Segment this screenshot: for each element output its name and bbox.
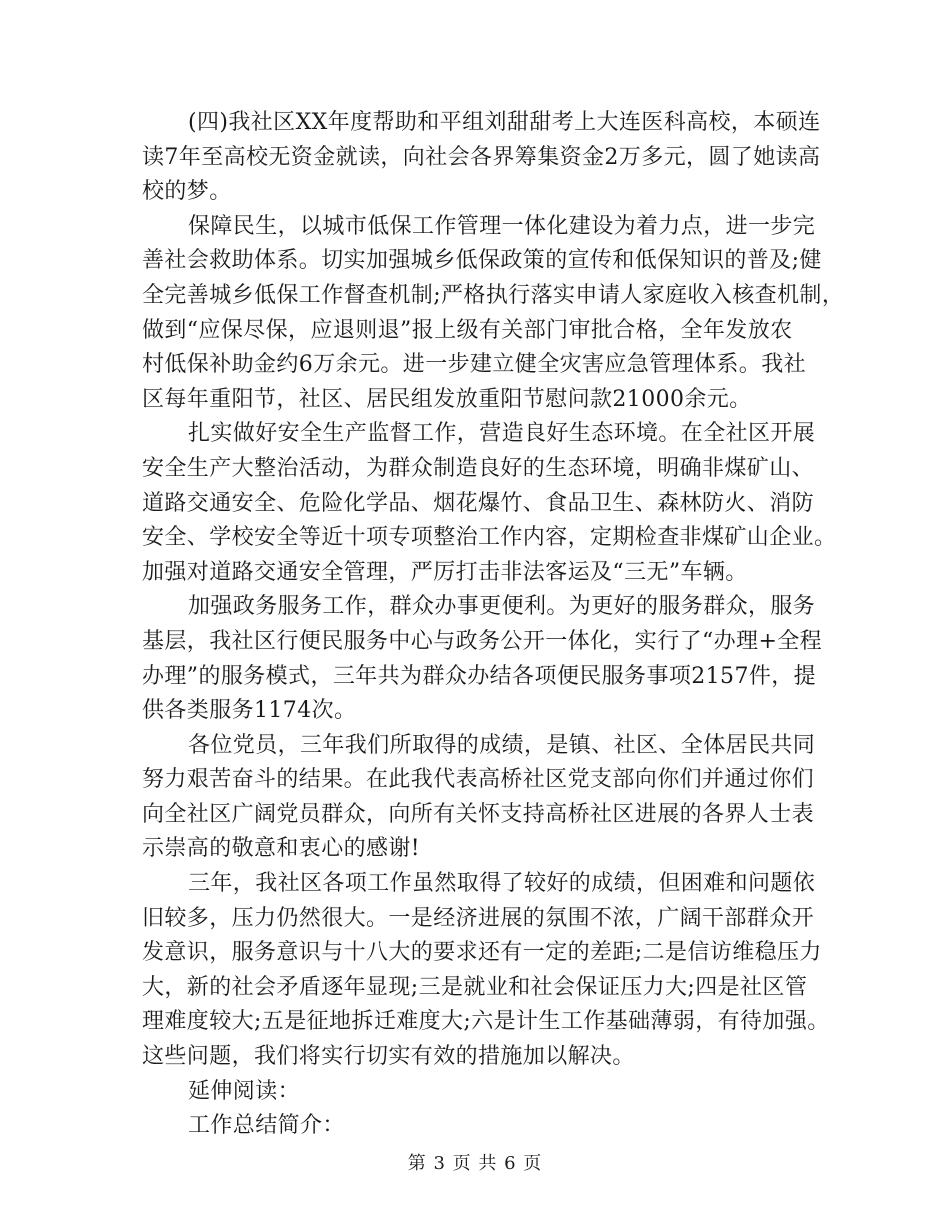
text-line: 善社会救助体系。切实加强城乡低保政策的宣传和低保知识的普及;健 (142, 248, 822, 274)
paragraph-social-security (142, 210, 845, 418)
paragraph-thanks (142, 729, 822, 867)
text-line: 各位党员，三年我们所取得的成绩，是镇、社区、全体居民共同 (188, 732, 816, 758)
text-line: 这些问题，我们将实行切实有效的措施加以解决。 (142, 1044, 635, 1070)
text-line: 办理”的服务模式，三年共为群众办结各项便民服务事项2157件，提 (142, 663, 817, 689)
text-line: 扎实做好安全生产监督工作，营造良好生态环境。在全社区开展 (188, 421, 816, 447)
page-number-footer: 第 3 页 共 6 页 (407, 1153, 543, 1174)
paragraph-production-safety (142, 417, 837, 590)
text-line: 旧较多，压力仍然很大。一是经济进展的氛围不浓，广阔干部群众开 (142, 905, 815, 931)
text-line: 供各类服务1174次。 (142, 698, 357, 724)
text-line: 向全社区广阔党员群众，向所有关怀支持高桥社区进展的各界人士表 (142, 801, 815, 827)
text-line: 三年，我社区各项工作虽然取得了较好的成绩，但困难和问题依 (188, 871, 816, 897)
text-line: 保障民生，以城市低保工作管理一体化建设为着力点，进一步完 (188, 213, 816, 239)
paragraph-problems (142, 867, 830, 1075)
text-line: 理难度较大;五是征地拆迁难度大;六是计生工作基础薄弱，有待加强。 (142, 1009, 830, 1035)
text-line: 村低保补助金约6万余元。进一步建立健全灾害应急管理体系。我社 (142, 352, 806, 378)
paragraph-community-aid (142, 106, 822, 210)
text-line: 全完善城乡低保工作督查机制;严格执行落实申请人家庭收入核查机制， (142, 282, 845, 308)
text-line: 加强对道路交通安全管理，严厉打击非法客运及“三无”车辆。 (142, 559, 748, 585)
text-line: 努力艰苦奋斗的结果。在此我代表高桥社区党支部向你们并通过你们 (142, 767, 815, 793)
text-line: 大，新的社会矛盾逐年显现;三是就业和社会保证压力大;四是社区管 (142, 974, 808, 1000)
paragraph-extended-reading (142, 1075, 822, 1110)
text-line: 校的梦。 (142, 179, 232, 205)
document-body (142, 106, 845, 1144)
text-line: 加强政务服务工作，群众办事更便利。为更好的服务群众，服务 (188, 594, 816, 620)
text-line: (四)我社区XX年度帮助和平组刘甜甜考上大连医科高校，本硕连 (188, 110, 821, 135)
text-line: 安全生产大整治活动，为群众制造良好的生态环境，明确非煤矿山、 (142, 455, 815, 481)
text-line: 道路交通安全、危险化学品、烟花爆竹、食品卫生、森林防火、消防 (142, 490, 815, 516)
text-line: 做到“应保尽保，应退则退”报上级有关部门审批合格，全年发放农 (142, 317, 793, 343)
text-line: 读7年至高校无资金就读，向社会各界筹集资金2万多元，圆了她读高 (142, 144, 821, 170)
text-line: 安全、学校安全等近十项专项整治工作内容，定期检查非煤矿山企业。 (142, 525, 837, 551)
extended-reading-heading: 延伸阅读： (188, 1078, 301, 1104)
text-line: 发意识，服务意识与十八大的要求还有一定的差距;二是信访维稳压力 (142, 940, 822, 966)
paragraph-summary-intro (142, 1109, 822, 1144)
text-line: 基层，我社区行便民服务中心与政务公开一体化，实行了“办理+全程 (142, 628, 823, 654)
paragraph-government-service (142, 590, 822, 728)
text-line: 示崇高的敬意和衷心的感谢! (142, 836, 421, 862)
summary-intro-heading: 工作总结简介： (188, 1113, 345, 1139)
text-line: 区每年重阳节，社区、居民组发放重阳节慰问款21000余元。 (142, 386, 752, 412)
